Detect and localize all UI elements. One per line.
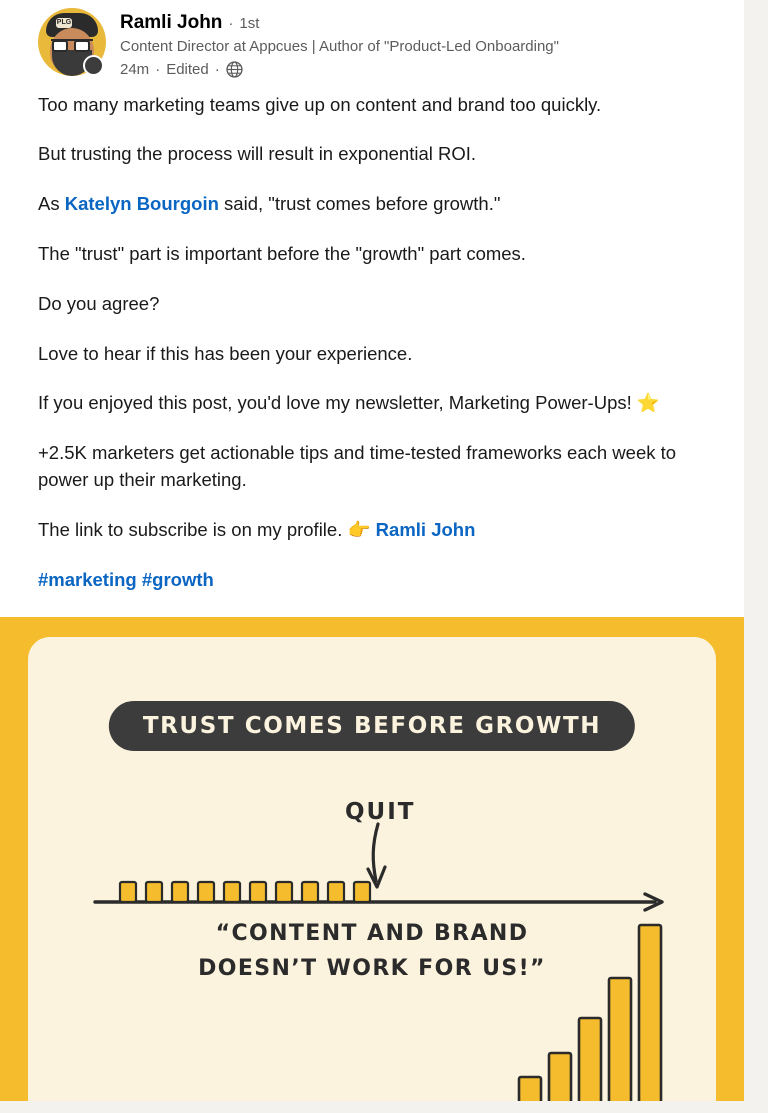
post-image[interactable] xyxy=(0,617,744,1101)
image-caption-line-2: DOESN’T WORK FOR US!” xyxy=(198,955,546,981)
post-meta xyxy=(120,61,559,78)
avatar[interactable] xyxy=(38,8,106,76)
hat-logo: PLG xyxy=(56,19,72,26)
meta-separator-2: · xyxy=(214,60,220,78)
post-paragraph-4: The "trust" part is important before the "growth" part comes. xyxy=(38,242,526,264)
meta-separator-1: · xyxy=(155,60,161,78)
hashtag-marketing[interactable]: #marketing xyxy=(38,568,137,590)
mention-link-ramli-john[interactable]: Ramli John xyxy=(375,518,476,540)
globe-icon xyxy=(226,61,243,78)
hashtag-growth[interactable]: #growth xyxy=(141,568,214,590)
post-body xyxy=(0,78,744,618)
author-headline: Content Director at Appcues | Author of "Product-Led Onboarding" xyxy=(120,37,559,55)
author-name[interactable]: Ramli John xyxy=(120,12,223,33)
post-hashtags xyxy=(38,567,720,594)
image-quit-label: QUIT xyxy=(345,799,416,826)
left-eye xyxy=(52,40,68,52)
post-paragraph-1: Too many marketing teams give up on content and brand too quickly. xyxy=(38,93,602,115)
author-separator: · xyxy=(228,15,234,32)
mention-link-katelyn-bourgoin[interactable]: Katelyn Bourgoin xyxy=(64,193,219,215)
flat-bars xyxy=(120,882,370,902)
post-paragraph-7: If you enjoyed this post, you'd love my newsletter, Marketing Power-Ups! ⭐ xyxy=(38,392,660,414)
image-chart xyxy=(0,617,744,1101)
post-paragraph-6: Love to hear if this has been your experience. xyxy=(38,342,413,364)
post-header xyxy=(0,0,744,78)
post-paragraph-8: +2.5K marketers get actionable tips and time-tested frameworks each week to power up their marketing. xyxy=(38,442,677,491)
paragraph-3-prefix: As xyxy=(38,193,65,215)
post-paragraph-3 xyxy=(38,191,720,218)
paragraph-9-prefix: The link to subscribe is on my profile. 👉 xyxy=(38,518,376,540)
post-paragraph-5: Do you agree? xyxy=(38,292,160,314)
post-time: 24m xyxy=(120,60,150,78)
post-edited-label: Edited xyxy=(166,60,209,78)
paragraph-3-suffix: said, "trust comes before growth." xyxy=(218,193,501,215)
author-line xyxy=(120,12,559,35)
author-degree: 1st xyxy=(239,15,260,32)
author-block xyxy=(120,8,559,78)
post-paragraph-9 xyxy=(38,517,720,544)
page-scroll-gutter[interactable] xyxy=(744,0,768,1113)
presence-badge-icon xyxy=(83,55,104,76)
image-banner-title: TRUST COMES BEFORE GROWTH xyxy=(109,701,635,751)
right-eye xyxy=(74,40,90,52)
post-paragraph-2: But trusting the process will result in exponential ROI. xyxy=(38,143,477,165)
image-caption-line-1: “CONTENT AND BRAND xyxy=(215,921,529,947)
image-caption xyxy=(198,917,546,985)
